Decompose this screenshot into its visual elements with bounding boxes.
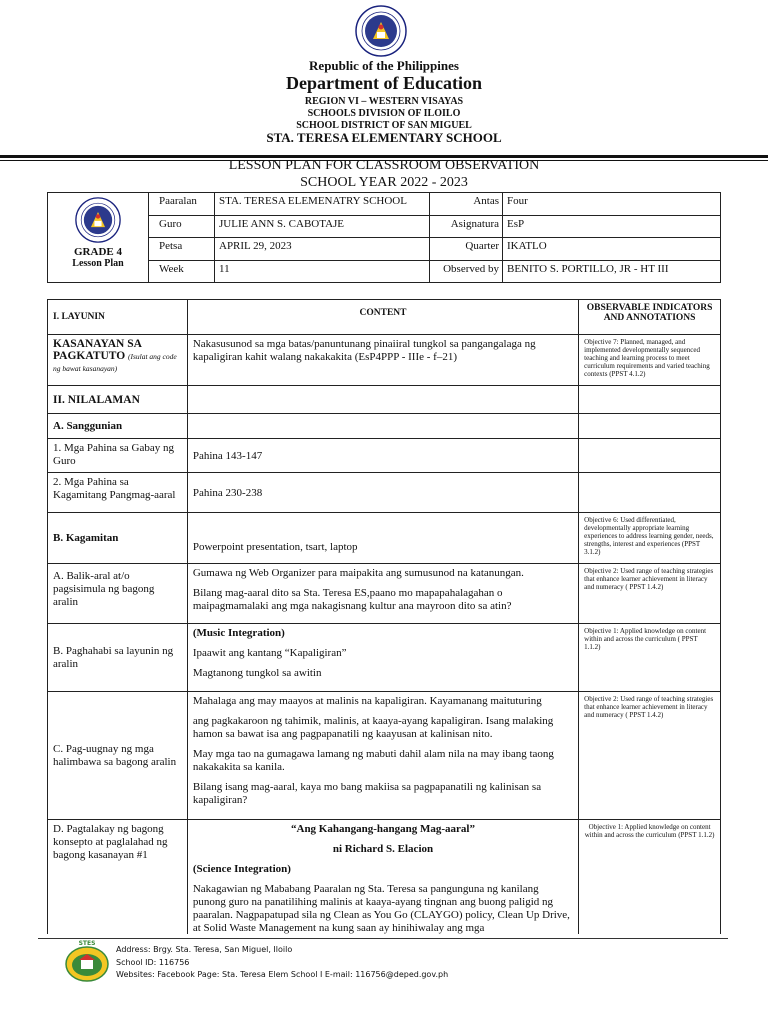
footer-address: Address: Brgy. Sta. Teresa, San Miguel, Iloilo	[116, 945, 293, 954]
balik-aral-indicator: Objective 2: Used range of teaching strategies that enhance learner achievement in literacy and numeracy ( PPST 1.4.2)	[579, 564, 721, 624]
balik-aral-content	[187, 564, 578, 624]
col-header-content: CONTENT	[187, 300, 578, 335]
info-value: APRIL 29, 2023	[215, 238, 430, 261]
info-value: Four	[503, 193, 721, 216]
info-label: Quarter	[430, 238, 503, 261]
kasanayan-cell	[48, 335, 188, 386]
kasanayan-content: Nakasusunod sa mga batas/panuntunang pinaiiral tungkol sa pangangalaga ng kapaligiran kahit walang nakakakita (EsP4PPP - IIIe - f–21)	[187, 335, 578, 386]
nilalaman-label: II. NILALAMAN	[48, 386, 188, 414]
kasanayan-label: KASANAYAN SA PAGKATUTO	[53, 338, 142, 362]
school-year-title: SCHOOL YEAR 2022 - 2023	[300, 175, 468, 190]
paghahabi-indicator: Objective 1: Applied knowledge on content within and across the curriculum ( PPST 1.1.2)	[579, 624, 721, 692]
paguugnay-p3: May mga tao na gumagawa lamang ng mabuti dahil alam nila na may ibang taong nakakakita sa kanila.	[192, 748, 554, 773]
school-name: STA. TERESA ELEMENTARY SCHOOL	[266, 130, 502, 145]
lesson-plan-label: Lesson Plan	[72, 258, 124, 269]
info-label: Week	[149, 260, 215, 283]
kagamitan-content: Powerpoint presentation, tsart, laptop	[187, 513, 578, 564]
nilalaman-indicator	[579, 386, 721, 414]
sanggunian-label: A. Sanggunian	[48, 414, 188, 439]
stes-logo	[64, 942, 110, 982]
lesson-plan-title: LESSON PLAN FOR CLASSROOM OBSERVATION	[228, 158, 540, 173]
gabay-indicator	[579, 439, 721, 473]
info-value: BENITO S. PORTILLO, JR - HT III	[503, 260, 721, 283]
info-value: JULIE ANN S. CABOTAJE	[215, 215, 430, 238]
paghahabi-p3: Magtanong tungkol sa awitin	[192, 667, 322, 679]
gabay-label: 1. Mga Pahina sa Gabay ng Guro	[48, 439, 188, 473]
balik-aral-p1: Gumawa ng Web Organizer para maipakita ang sumusunod na katanungan.	[192, 567, 524, 579]
pagtalakay-title: “Ang Kahangang-hangang Mag-aaral”	[291, 823, 475, 835]
gabay-content: Pahina 143-147	[187, 439, 578, 473]
info-value: 11	[215, 260, 430, 283]
paguugnay-indicator: Objective 2: Used range of teaching strategies that enhance learner achievement in literacy and numeracy ( PPST 1.4.2)	[579, 692, 721, 820]
paghahabi-label: B. Paghahabi sa layunin ng aralin	[48, 624, 188, 692]
pagtalakay-content	[187, 820, 578, 939]
info-label: Guro	[149, 215, 215, 238]
kagamitan-label: B. Kagamitan	[48, 513, 188, 564]
pagtalakay-p1: (Science Integration)	[192, 863, 291, 875]
paguugnay-p1: Mahalaga ang may maayos at malinis na kapaligiran. Kayamanang maituturing	[192, 695, 542, 707]
paghahabi-p2: Ipaawit ang kantang “Kapaligiran”	[192, 647, 347, 659]
pagtalakay-indicator: Objective 1: Applied knowledge on content within and across the curriculum (PPST 1.1.2)	[579, 820, 721, 939]
stes-logo-text: STES	[78, 940, 96, 947]
grade-label: GRADE 4	[74, 246, 122, 258]
balik-aral-label: A. Balik-aral at/o pagsisimula ng bagong aralin	[48, 564, 188, 624]
division-label: SCHOOLS DIVISION OF ILOILO	[307, 108, 461, 119]
kasanayan-sub: (Isulat ang code ng bawat kasanayan)	[53, 352, 177, 373]
info-table	[47, 192, 721, 283]
kagamitang-indicator	[579, 473, 721, 513]
footer-rule	[38, 938, 728, 939]
info-logo-cell	[48, 193, 149, 283]
info-label: Observed by	[430, 260, 503, 283]
paguugnay-content	[187, 692, 578, 820]
paghahabi-content	[187, 624, 578, 692]
pagtalakay-label: D. Pagtalakay ng bagong konsepto at paglalahad ng bagong kasanayan #1	[48, 820, 188, 939]
footer-websites: Websites: Facebook Page: Sta. Teresa Elem School I E-mail: 116756@deped.gov.ph	[116, 970, 449, 979]
paguugnay-label: C. Pag-uugnay ng mga halimbawa sa bagong aralin	[48, 692, 188, 820]
info-value: EsP	[503, 215, 721, 238]
sanggunian-indicator	[579, 414, 721, 439]
col-header-indicators: OBSERVABLE INDICATORS AND ANNOTATIONS	[579, 300, 721, 335]
deped-seal-small	[75, 197, 121, 243]
col-header-layunin: I. LAYUNIN	[48, 300, 188, 335]
paguugnay-p2: ang pagkakaroon ng tahimik, malinis, at kaaya-ayang kapaligiran. Isang malaking hamon sa bawat isa ang pagpapanatili ng kaayusan at kalinisan nito.	[192, 715, 554, 740]
pagtalakay-author: ni Richard S. Elacion	[332, 843, 434, 855]
paghahabi-p1: (Music Integration)	[192, 627, 285, 639]
district-label: SCHOOL DISTRICT OF SAN MIGUEL	[296, 120, 472, 131]
kagamitan-indicator: Objective 6: Used differentiated, developmentally appropriate learning experiences to address learning gender, needs, strengths, interest and experiences (PPST 3.1.2)	[579, 513, 721, 564]
lesson-table	[47, 299, 721, 939]
info-value: STA. TERESA ELEMENATRY SCHOOL	[215, 193, 430, 216]
info-label: Asignatura	[430, 215, 503, 238]
department-title: Department of Education	[286, 73, 482, 93]
region-label: REGION VI – WESTERN VISAYAS	[304, 96, 464, 107]
paguugnay-p4: Bilang isang mag-aaral, kaya mo bang makiisa sa pagpapanatili ng kalinisan sa kapaligiran?	[192, 781, 542, 806]
deped-seal-top	[355, 5, 407, 57]
info-label: Petsa	[149, 238, 215, 261]
kagamitang-label: 2. Mga Pahina sa Kagamitang Pangmag-aaral	[48, 473, 188, 513]
pagtalakay-p2: Nakagawian ng Mababang Paaralan ng Sta. Teresa sa pangunguna ng kanilang punong guro na panatilihing malinis at kaaya-ayang tingnan ang buong paligid ng paaralan. Nagpapatupad sila ng Clean as You Go (CLAYGO) policy, Clean Up Drive, at Solid Waste Management na kung saan ay hinihiwalay ang mga	[192, 883, 570, 934]
sanggunian-content	[187, 414, 578, 439]
info-value: IKATLO	[503, 238, 721, 261]
nilalaman-content	[187, 386, 578, 414]
republic-label: Republic of the Philippines	[309, 58, 459, 73]
balik-aral-p2: Bilang mag-aaral dito sa Sta. Teresa ES,paano mo mapapahalagahan o maipagmamalaki ang mga nakagisnang kultur ana mayroon dito sa atin?	[192, 587, 512, 612]
kasanayan-indicator: Objective 7: Planned, managed, and implemented developmentally sequenced teaching and learning process to meet curriculum requirements and varied teaching contexts (PPST 4.1.2)	[579, 335, 721, 386]
info-label: Paaralan	[149, 193, 215, 216]
info-label: Antas	[430, 193, 503, 216]
kagamitang-content: Pahina 230-238	[187, 473, 578, 513]
footer-school-id: School ID: 116756	[116, 958, 190, 967]
